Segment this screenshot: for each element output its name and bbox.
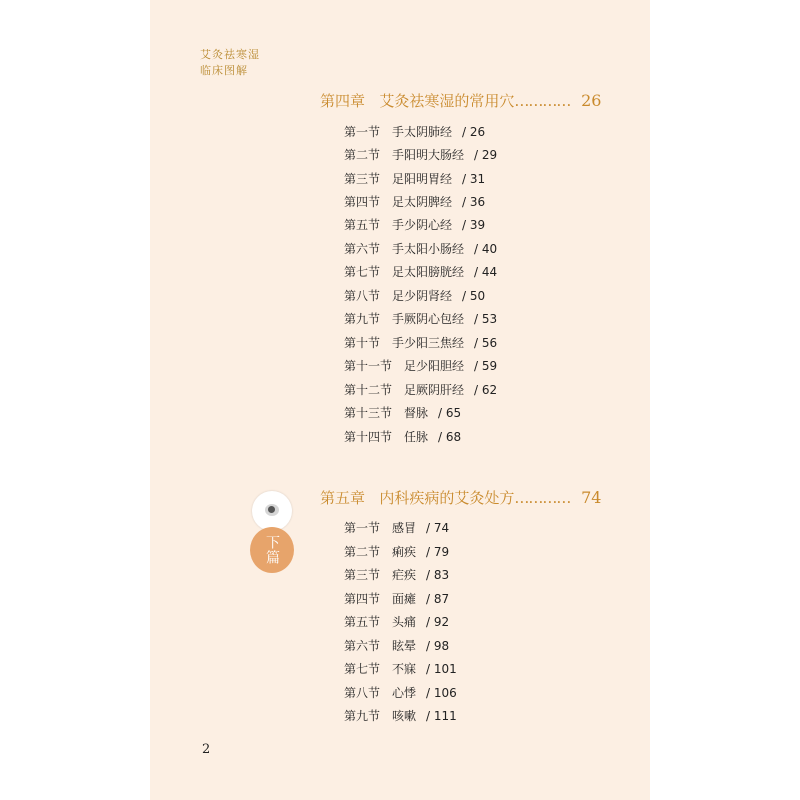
section-number: 第十四节 [344,430,393,444]
toc-entry[interactable] [344,216,485,233]
toc-entry[interactable] [344,613,449,630]
section-title: 手阳明大肠经 [392,148,465,162]
section-page: / 101 [426,662,457,676]
section-number: 第二节 [344,545,381,559]
section-page: / 83 [426,568,450,582]
toc-entry[interactable] [344,637,449,654]
section-number: 第四节 [344,592,381,606]
section-page: / 79 [426,545,450,559]
leader-dots: ………… [514,489,571,507]
section-title: 头痛 [392,615,417,629]
section-title: 手太阳小肠经 [392,242,465,256]
section-number: 第一节 [344,521,381,535]
section-number: 第十二节 [344,383,393,397]
chapter-page: 74 [581,488,602,507]
section-number: 第四节 [344,195,381,209]
toc-entry[interactable] [344,590,449,607]
section-page: / 50 [462,289,486,303]
section-title: 不寐 [392,662,417,676]
toc-entry[interactable] [344,310,497,327]
section-title: 心悸 [392,686,417,700]
section-title: 眩晕 [392,639,417,653]
section-title: 疟疾 [392,568,417,582]
section-number: 第三节 [344,568,381,582]
chapter-label: 第四章 [320,92,366,110]
section-page: / 74 [426,521,450,535]
section-page: / 26 [462,125,486,139]
section-page: / 68 [438,430,462,444]
section-page: / 56 [474,336,498,350]
toc-entry[interactable] [344,263,497,280]
toc-entry[interactable] [344,428,461,445]
section-title: 足厥阴肝经 [404,383,465,397]
section-page: / 31 [462,172,486,186]
toc-entry[interactable] [344,519,449,536]
section-page: / 62 [474,383,498,397]
book-page [150,0,650,800]
section-title: 手太阴肺经 [392,125,453,139]
toc-entry[interactable] [344,334,497,351]
toc-entry[interactable] [344,240,497,257]
toc-entry[interactable] [344,404,461,421]
section-number: 第九节 [344,709,381,723]
section-title: 足少阳胆经 [404,359,465,373]
section-number: 第七节 [344,265,381,279]
section-page: / 39 [462,218,486,232]
section-title: 手厥阴心包经 [392,312,465,326]
chapter-page: 26 [581,91,602,110]
chapter-heading[interactable] [320,487,601,508]
chapter-title: 艾灸祛寒湿的常用穴 [379,92,515,110]
section-number: 第十三节 [344,406,393,420]
section-title: 足阳明胃经 [392,172,453,186]
section-page: / 65 [438,406,462,420]
section-number: 第二节 [344,148,381,162]
section-number: 第七节 [344,662,381,676]
section-page: / 40 [474,242,498,256]
toc-entry[interactable] [344,357,497,374]
section-title: 任脉 [404,430,429,444]
toc-entry[interactable] [344,170,485,187]
section-page: / 36 [462,195,486,209]
section-title: 足少阴肾经 [392,289,453,303]
section-number: 第五节 [344,615,381,629]
section-title: 足太阳膀胱经 [392,265,465,279]
section-title: 感冒 [392,521,417,535]
book-subtitle: 临床图解 [200,64,248,77]
section-title: 手少阳三焦经 [392,336,465,350]
section-number: 第十节 [344,336,381,350]
section-page: / 53 [474,312,498,326]
section-number: 第一节 [344,125,381,139]
toc-entry[interactable] [344,543,449,560]
section-page: / 87 [426,592,450,606]
section-page: / 106 [426,686,457,700]
section-title: 手少阴心经 [392,218,453,232]
section-number: 第十一节 [344,359,393,373]
section-title: 痢疾 [392,545,417,559]
toc-entry[interactable] [344,381,497,398]
section-page: / 98 [426,639,450,653]
section-number: 第八节 [344,686,381,700]
leader-dots: ………… [514,92,571,110]
section-page: / 29 [474,148,498,162]
chapter-heading[interactable] [320,90,601,111]
toc-entry[interactable] [344,287,485,304]
book-title: 艾灸祛寒湿 [200,48,260,61]
toc-entry[interactable] [344,193,485,210]
section-number: 第六节 [344,242,381,256]
section-page: / 92 [426,615,450,629]
section-number: 第五节 [344,218,381,232]
disc-mark [268,506,275,513]
section-title: 咳嗽 [392,709,417,723]
chapter-label: 第五章 [320,489,366,507]
part-badge: 下篇 [250,527,294,573]
section-title: 足太阴脾经 [392,195,453,209]
toc-entry[interactable] [344,123,485,140]
toc-entry[interactable] [344,684,457,701]
section-page: / 111 [426,709,457,723]
part-disc-icon [252,491,292,531]
section-page: / 44 [474,265,498,279]
section-number: 第九节 [344,312,381,326]
section-number: 第六节 [344,639,381,653]
section-page: / 59 [474,359,498,373]
section-number: 第三节 [344,172,381,186]
section-title: 督脉 [404,406,429,420]
toc-entry[interactable] [344,146,497,163]
section-number: 第八节 [344,289,381,303]
chapter-title: 内科疾病的艾灸处方 [379,489,515,507]
page-number: 2 [202,742,211,757]
toc-entry[interactable] [344,566,449,583]
toc-entry[interactable] [344,707,457,724]
toc-entry[interactable] [344,660,457,677]
section-title: 面瘫 [392,592,417,606]
